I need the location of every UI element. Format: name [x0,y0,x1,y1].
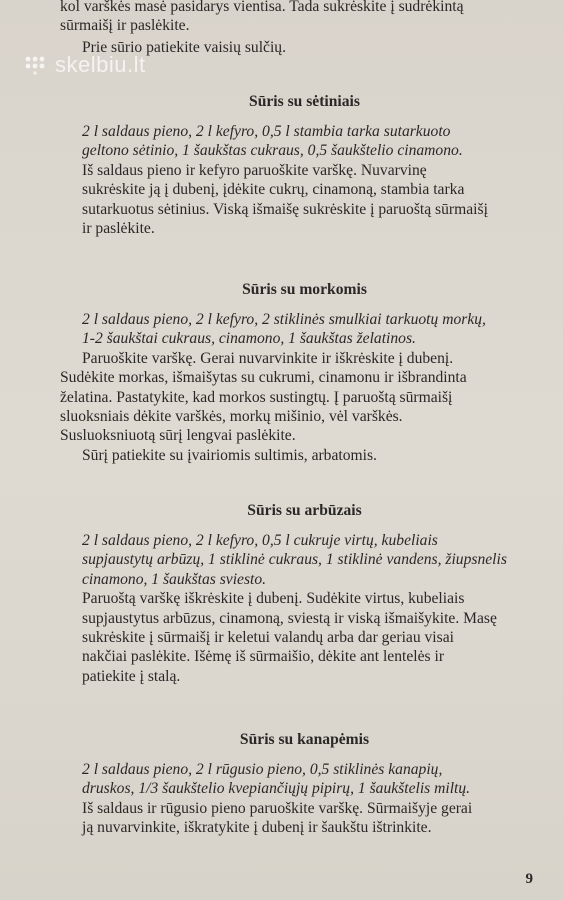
recipe-title: Sūris su arbūzais [247,502,362,519]
recipe-instructions: Iš saldaus pieno ir kefyro paruoškite varškę. Nuvarvinę sukrėskite ją į dubenį, įdėkite cukrų, cinamoną, stambia tarka sutarkuotus sėtinius. Viską išmaišę sukrėskite į paruoštą sūrmaišį ir paslėkite. [82,161,488,238]
recipe-ingredients: 2 l saldaus pieno, 2 l kefyro, 0,5 l cukruje virtų, kubeliais supjaustytų arbūzų, 1 stiklinė cukraus, 1 stiklinė vandens, žiupsnelis cinamono, 1 šaukštas sviesto. [82,532,507,588]
top-paragraph [60,0,549,57]
recipe-instructions: Paruoštą varškę iškrėskite į dubenį. Sudėkite virtus, kubeliais supjaustytus arbūzus, cinamoną, sviestą ir viską išmaišykite. Masę sukrėskite į sūrmaišį ir keletui valandų arba dar geriau visai nakčiai paslėkite. Išėmę iš sūrmaišio, dėkite ant lentelės ir patiekite į stalą. [82,590,497,685]
recipe-kanapes [60,730,549,838]
recipe-arbuzai [60,501,549,686]
text-line: Prie sūrio patiekite vaisių sulčių. [82,38,286,56]
recipe-instructions: Iš saldaus ir rūgusio pieno paruoškite varškę. Sūrmaišyje gerai ją nuvarvinkite, iškratykite į dubenį ir šaukštu ištrinkite. [82,799,473,837]
recipe-ingredients: 2 l saldaus pieno, 2 l rūgusio pieno, 0,5 stiklinės kanapių, druskos, 1/3 šaukštelio kvepiančiųjų pipirų, 1 šaukštelis miltų. [82,761,471,798]
page-number: 9 [525,871,533,887]
recipe-ingredients: 2 l saldaus pieno, 2 l kefyro, 0,5 l stambia tarka sutarkuoto geltono sėtinio, 1 šaukštas cukraus, 0,5 šaukštelio cinamono. [82,123,463,160]
dots-logo-icon [24,55,50,75]
recipe-morkos [60,280,549,465]
recipe-title: Sūris su morkomis [242,281,367,298]
watermark-text: skelbiu.lt [55,52,146,77]
watermark [24,52,146,78]
recipe-setiniai [60,92,549,238]
recipe-title: Sūris su sėtiniais [249,93,360,110]
text-line: kol varškės masė pasidarys vientisa. Tada sukrėskite į sudrėkintą [60,0,464,15]
recipe-instructions: Paruoškite varškę. Gerai nuvarvinkite ir iškrėskite į dubenį. Sudėkite morkas, išmaišytas su cukrumi, cinamonu ir išbrandinta želatina. Pastatykite, kad morkos sustingtų. Į paruoštą sūrmaišį sluoksniais dėkite varškės, morkų mišinio, vėl varškės. Susluoksniuotą sūrį lengvai paslėkite. [60,349,467,445]
recipe-serving: Sūrį patiekite su įvairiomis sultimis, arbatomis. [82,446,377,464]
recipe-ingredients: 2 l saldaus pieno, 2 l kefyro, 2 stiklinės smulkiai tarkuotų morkų, 1-2 šaukštai cukraus, cinamono, 1 šaukštas želatinos. [82,311,486,348]
text-line: sūrmaišį ir paslėkite. [60,17,190,35]
recipe-title: Sūris su kanapėmis [239,731,370,748]
